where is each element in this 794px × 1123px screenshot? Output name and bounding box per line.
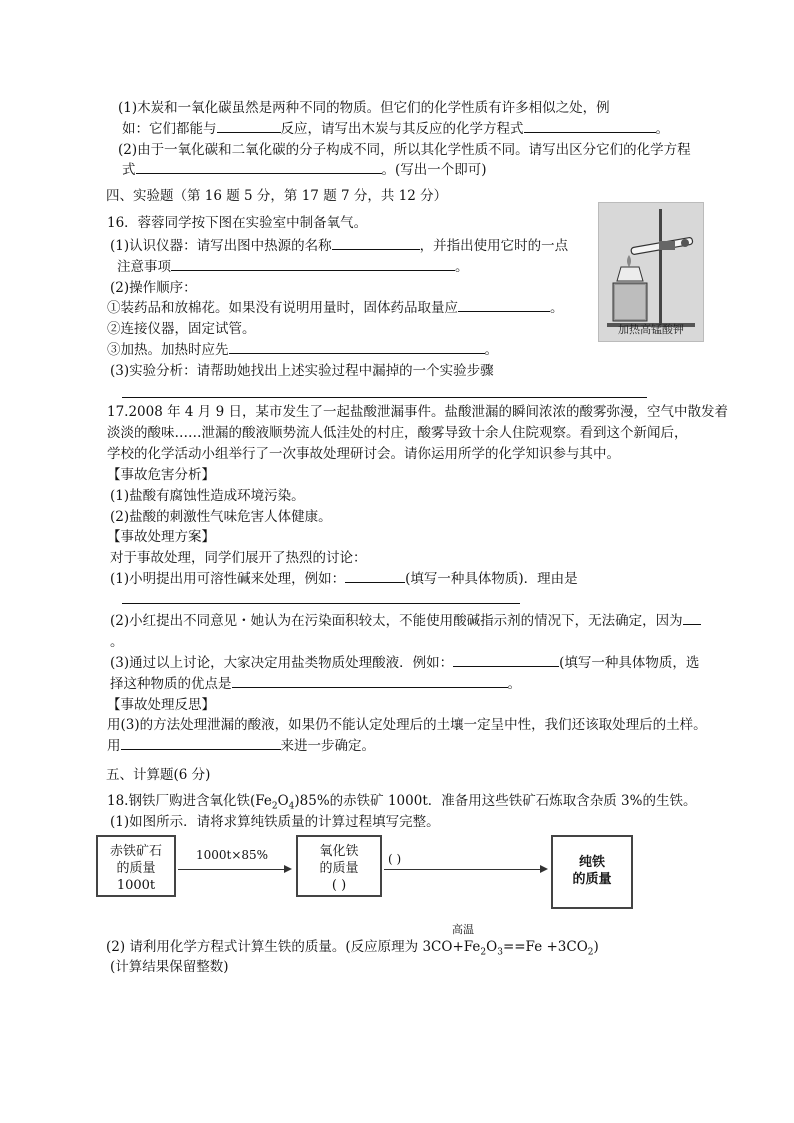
q15-part2-line2: 式 。(写出一个即可) <box>122 162 487 178</box>
q17-line1: 17.2008 年 4 月 9 日，某市发生了一起盐酸泄漏事件。盐酸泄漏的瞬间浓浓的酸雾弥漫，空气中散发着 <box>107 404 728 420</box>
q15-part2-line1: (2)由于一氧化碳和二氧化碳的分子构成不同，所以其化学性质不同。请写出区分它们的化学方程 <box>118 142 691 158</box>
q17-heading-hazard: 【事故危害分析】 <box>107 467 215 483</box>
arrow1-label: 1000t×85% <box>196 848 269 862</box>
figure-caption: 加热高锰酸钾 <box>618 323 684 336</box>
q16-answer-line[interactable] <box>122 397 647 398</box>
q16-s2-1: ①装药品和放棉花。如果没有说明用量时，固体药品取量应 。 <box>107 300 564 316</box>
box-ore-line3: 1000t <box>116 878 156 893</box>
blank[interactable] <box>332 237 420 250</box>
q18-s2-note: (计算结果保留整数) <box>110 959 229 975</box>
blank[interactable] <box>217 120 281 133</box>
blank[interactable] <box>683 612 701 625</box>
box-iron-line2: 的质量 <box>572 872 612 887</box>
box-iron-line1: 纯铁 <box>578 855 605 870</box>
blank[interactable] <box>136 161 382 174</box>
box-oxide-blank[interactable]: ( ) <box>331 878 347 893</box>
q17-plan-1: (1)小明提出用可溶性碱来处理，例如： (填写一种具体物质)．理由是 <box>110 571 578 587</box>
box-ore-mass <box>96 835 176 897</box>
q17-hazard-1: (1)盐酸有腐蚀性造成环境污染。 <box>110 488 305 504</box>
q17-reflection-2: 用 来进一步确定。 <box>107 738 375 754</box>
arrow-2 <box>384 869 546 870</box>
q17-line3: 学校的化学活动小组举行了一次事故处理研讨会。请你运用所学的化学知识参与其中。 <box>107 446 620 462</box>
q17-plan-3: (3)通过以上讨论，大家决定用盐类物质处理酸液．例如： (填写一种具体物质，选 <box>110 655 700 671</box>
q16-stem: 16．蓉蓉同学按下图在实验室中制备氧气。 <box>107 215 368 231</box>
q17-plan-2: (2)小红提出不同意见・她认为在污染面积较太，不能使用酸碱指示剂的情况下，无法确定，因为 <box>110 612 701 630</box>
box-iron-oxide-mass <box>296 835 382 897</box>
arrow2-label[interactable]: ( ) <box>388 852 402 866</box>
blank[interactable] <box>458 299 550 312</box>
q15-part1-line2: 如：它们都能与 反应，请写出木炭与其反应的化学方程式 。 <box>122 121 669 137</box>
q17-plan-3-cont: 择这种物质的优点是 。 <box>110 676 521 692</box>
blank[interactable] <box>345 570 405 583</box>
q15-part1-line1: (1)木炭和一氧化碳虽然是两种不同的物质。但它们的化学性质有许多相似之处，例 <box>118 100 610 116</box>
box-ore-line1: 赤铁矿石 <box>109 844 162 859</box>
q16-s2: (2)操作顺序： <box>110 280 197 296</box>
q17-plan-1-answer-line[interactable] <box>122 603 520 604</box>
box-oxide-line2: 的质量 <box>319 861 359 876</box>
q17-heading-reflection: 【事故处理反思】 <box>107 697 215 713</box>
q16-s1: (1)认识仪器：请写出图中热源的名称 ，并指出使用它时的一点 <box>110 238 569 254</box>
q18-s1: (1)如图所示．请将求算纯铁质量的计算过程填写完整。 <box>110 814 440 830</box>
blank[interactable] <box>453 654 559 667</box>
arrow-1 <box>178 869 290 870</box>
q18-stem: 18.钢铁厂购进含氧化铁$(Fe_2O_4)85\%$的赤铁矿 1000t．准备用这些铁矿石炼取含杂质 3%的生铁。 <box>107 793 697 812</box>
box-oxide-line1: 氧化铁 <box>319 844 359 859</box>
q16-s1-note: 注意事项 。 <box>117 259 469 275</box>
section-4-title: 四、实验题（第 16 题 5 分，第 17 题 7 分，共 12 分） <box>106 188 448 204</box>
q16-s2-3: ③加热。加热时应先 。 <box>107 342 498 358</box>
q17-heading-plan: 【事故处理方案】 <box>107 529 215 545</box>
blank[interactable] <box>121 737 281 750</box>
q16-s2-2: ②连接仪器，固定试管。 <box>107 321 256 337</box>
box-ore-line2: 的质量 <box>116 861 156 876</box>
q18-s2: (2) 请利用化学方程式计算生铁的质量。(反应原理为 $3CO+Fe_2O_3==Fe +3CO_2$) <box>106 939 599 958</box>
box-pure-iron-mass <box>551 835 633 909</box>
blank[interactable] <box>229 341 485 354</box>
section-5-title: 五、计算题(6 分) <box>106 767 211 783</box>
blank[interactable] <box>232 675 508 688</box>
q17-plan-2-end: 。 <box>110 634 124 650</box>
q17-line2: 淡淡的酸味……泄漏的酸液顺势流人低洼处的村庄，酸雾导致十余人住院观察。看到这个新闻后， <box>107 425 688 441</box>
apparatus-figure <box>598 202 704 342</box>
q17-hazard-2: (2)盐酸的刺激性气味危害人体健康。 <box>110 509 332 525</box>
q17-reflection-1: 用(3)的方法处理泄漏的酸液，如果仍不能认定处理后的土壤一定呈中性，我们还该取处理后的土样。 <box>107 717 707 733</box>
q16-s3: (3)实验分析：请帮助她找出上述实验过程中漏掉的一个实验步骤 <box>110 363 494 379</box>
blank[interactable] <box>524 120 656 133</box>
reaction-condition: 高温 <box>452 923 474 936</box>
q17-plan-intro: 对于事故处理，同学们展开了热烈的讨论： <box>110 550 367 566</box>
blank[interactable] <box>171 258 455 271</box>
